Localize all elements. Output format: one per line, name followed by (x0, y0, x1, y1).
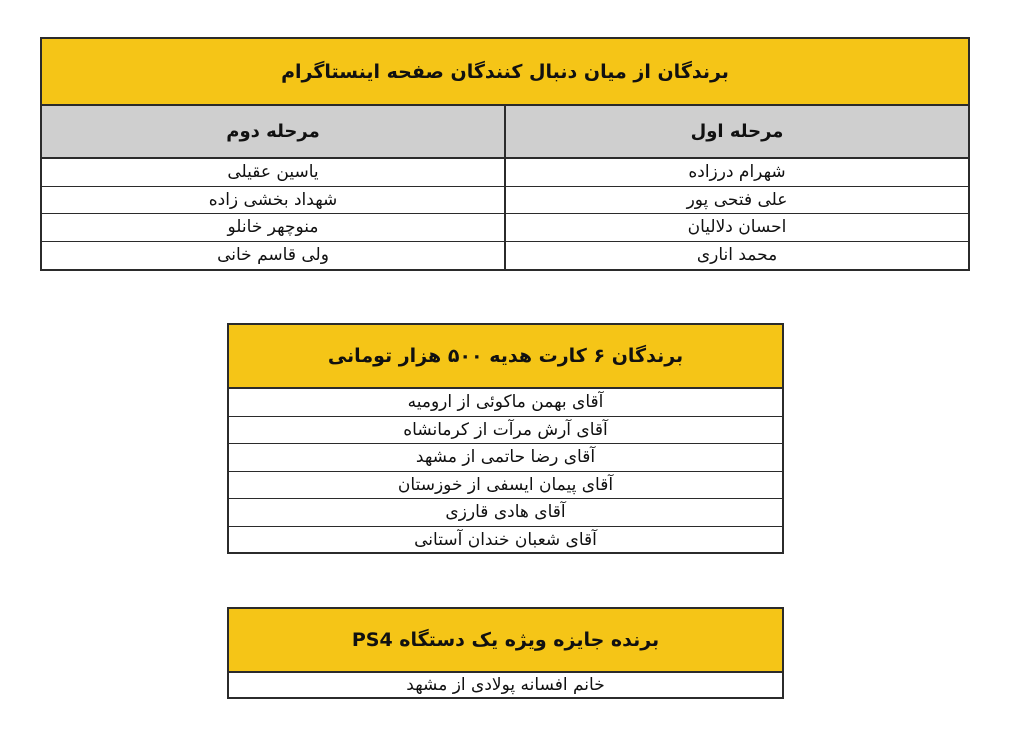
list-item: آقای بهمن ماکوئی از ارومیه (229, 389, 782, 417)
table-row (42, 214, 968, 242)
stage-header-row (42, 106, 968, 159)
stage-one-winner: علی فتحی پور (686, 189, 788, 210)
stage-one-header: مرحله اول (690, 121, 784, 142)
list-item: خانم افسانه پولادی از مشهد (406, 675, 605, 695)
gift-card-winners-table (227, 323, 784, 554)
instagram-winners-title: برندگان از میان دنبال کنندگان صفحه اینستاگرام (42, 39, 968, 106)
table-row (42, 242, 968, 270)
list-item: آقای رضا حاتمی از مشهد (229, 444, 782, 472)
stage-two-winner: یاسین عقیلی (42, 159, 506, 186)
list-item: آقای آرش مرآت از کرمانشاه (229, 417, 782, 445)
table-row (42, 187, 968, 215)
stage-one-winner: شهرام درزاده (688, 162, 786, 183)
stage-two-winner: منوچهر خانلو (42, 214, 506, 241)
list-item: آقای هادی قارزی (229, 499, 782, 527)
stage-one-winner: احسان دلالیان (687, 217, 787, 238)
stage-two-header: مرحله دوم (42, 106, 506, 157)
special-prize-title: برنده جایزه ویژه یک دستگاه PS4 (229, 609, 782, 673)
gift-card-winners-title: برندگان ۶ کارت هدیه ۵۰۰ هزار تومانی (229, 325, 782, 389)
stage-one-winner: محمد اناری (696, 245, 778, 266)
list-item: آقای پیمان ایسفی از خوزستان (229, 472, 782, 500)
table-row (42, 159, 968, 187)
stage-two-winner: ولی قاسم خانی (42, 242, 506, 270)
instagram-winners-table (40, 37, 970, 271)
list-item: آقای شعبان خندان آستانی (414, 530, 597, 551)
special-prize-table (227, 607, 784, 699)
stage-two-winner: شهداد بخشی زاده (42, 187, 506, 214)
